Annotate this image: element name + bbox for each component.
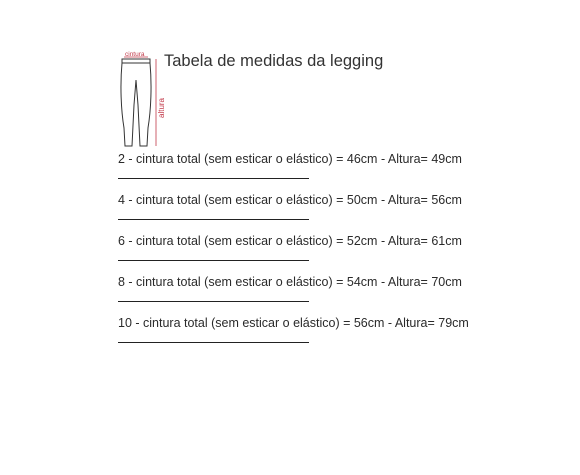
height-label: altura	[157, 97, 166, 118]
size-row-text: 2 - cintura total (sem esticar o elástico) = 46cm - Altura= 49cm	[118, 152, 462, 166]
size-row-text: 10 - cintura total (sem esticar o elástico) = 56cm - Altura= 79cm	[118, 316, 469, 330]
row-divider	[118, 219, 309, 220]
row-divider	[118, 342, 309, 343]
legging-outline-icon	[112, 50, 170, 155]
size-row-text: 4 - cintura total (sem esticar o elástico) = 50cm - Altura= 56cm	[118, 193, 462, 207]
page-title: Tabela de medidas da legging	[164, 52, 384, 70]
size-table	[118, 151, 469, 356]
size-row	[118, 151, 469, 192]
size-row	[118, 315, 469, 356]
size-row-text: 8 - cintura total (sem esticar o elástico) = 54cm - Altura= 70cm	[118, 275, 462, 289]
waist-label: cintura	[125, 51, 145, 58]
row-divider	[118, 260, 309, 261]
size-row-text: 6 - cintura total (sem esticar o elástico) = 52cm - Altura= 61cm	[118, 234, 462, 248]
size-row	[118, 192, 469, 233]
size-row	[118, 233, 469, 274]
size-row	[118, 274, 469, 315]
row-divider	[118, 301, 309, 302]
row-divider	[118, 178, 309, 179]
legging-figure	[112, 50, 170, 155]
